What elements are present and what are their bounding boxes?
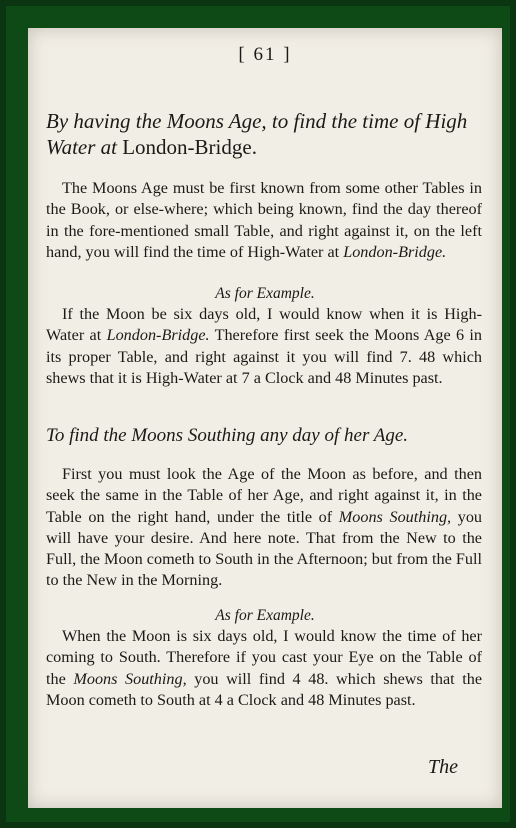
section2-paragraph1-text-a: First you must look the Age of the Moon as before, and then seek the same in the Table of her Age, and right against it, in the Table on the right hand, under the title of <box>46 465 482 526</box>
section1-heading-italic: By having the Moons Age, to find the time of High Water at <box>46 109 468 159</box>
page-number: [ 61 ] <box>238 44 292 65</box>
section1-heading <box>46 108 486 160</box>
section1-paragraph2-text-b: Therefore first seek the Moons Age 6 in its proper Table, and right against it you will find 7. 48 which shews that it is High-Water at 7 a Clock and 48 Minutes past. <box>46 326 482 387</box>
section1-paragraph1-place: London-Bridge. <box>343 242 447 261</box>
section2-paragraph2-text-b: you will find 4 48. which shews that the Moon cometh to South at 4 a Clock and 48 Minutes past. <box>46 669 483 709</box>
section2-heading: To find the Moons Southing any day of her Age. <box>46 425 409 446</box>
section2-example-label: As for Example. <box>215 607 315 624</box>
section1-example-label: As for Example. <box>215 285 315 302</box>
section2-paragraph2-title: Moons Southing, <box>73 669 187 688</box>
section2-paragraph1-title: Moons Southing, <box>338 507 452 526</box>
section2-paragraph2 <box>46 626 482 711</box>
section1-paragraph2 <box>46 304 482 389</box>
book-page <box>28 28 502 808</box>
section1-paragraph1 <box>46 178 482 263</box>
section2-paragraph1-text-b: you will have your desire. And here note. That from the New to the Full, the Moon cometh to South in the Afternoon; but from the Full to the New in the Morning. <box>46 507 483 590</box>
section1-paragraph2-place: London-Bridge. <box>106 326 210 345</box>
section1-heading-roman: London-Bridge. <box>122 135 257 159</box>
catchword: The <box>428 756 458 778</box>
section1-paragraph1-text: The Moons Age must be first known from some other Tables in the Book, or else-where; which being known, find the day thereof in the fore-mentioned small Table, and right against it, on the left hand, you will find the time of High-Water at <box>46 179 482 261</box>
section1-paragraph2-text-a: If the Moon be six days old, I would know when it is High-Water at <box>46 305 482 345</box>
section2-paragraph2-text-a: When the Moon is six days old, I would know the time of her coming to South. Therefore if you cast your Eye on the Table of the <box>46 627 482 688</box>
section2-paragraph1 <box>46 464 482 592</box>
